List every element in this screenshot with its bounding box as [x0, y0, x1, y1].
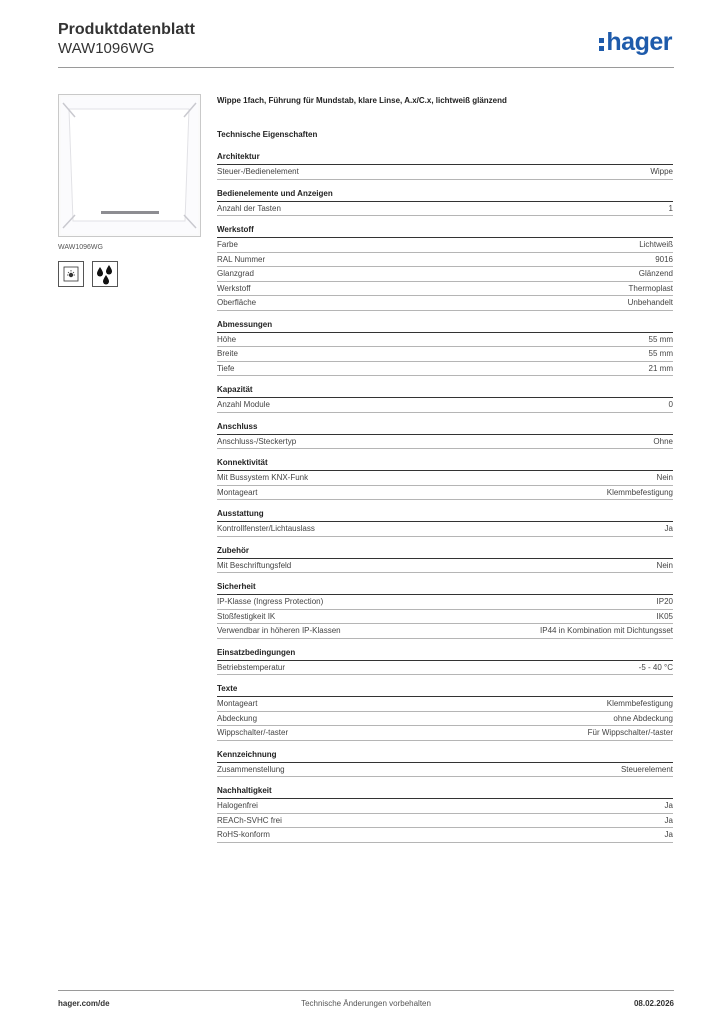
property-label: Farbe: [217, 240, 238, 249]
page-title: Produktdatenblatt: [58, 21, 195, 38]
property-value: Nein: [656, 473, 673, 482]
property-row: [217, 347, 673, 362]
property-label: Mit Beschriftungsfeld: [217, 560, 292, 570]
section-title: Anschluss: [217, 422, 673, 435]
property-label: Anzahl der Tasten: [217, 203, 281, 213]
section-title: Kapazität: [217, 385, 673, 398]
property-label: Tiefe: [217, 363, 235, 373]
feature-icons: [58, 261, 203, 287]
property-value: 1: [668, 203, 673, 213]
property-label: Anschluss-/Steckertyp: [217, 436, 297, 446]
property-label: Wippschalter/-taster: [217, 728, 289, 737]
lightbulb-box-icon: [58, 261, 84, 287]
property-section: [217, 385, 673, 413]
article-number: WAW1096WG: [58, 40, 155, 57]
logo-text: hager: [606, 28, 672, 56]
property-label: Höhe: [217, 334, 237, 344]
property-row: [217, 799, 673, 814]
property-row: [217, 267, 673, 282]
property-label: REACh-SVHC frei: [217, 815, 282, 825]
property-section: [217, 320, 673, 377]
property-label: Betriebstemperatur: [217, 662, 286, 672]
section-title: Nachhaltigkeit: [217, 786, 673, 799]
property-row: [217, 522, 673, 537]
property-row: [217, 253, 673, 268]
property-section: [217, 786, 673, 843]
property-label: Mit Bussystem KNX-Funk: [217, 473, 309, 482]
property-value: 9016: [655, 254, 673, 264]
property-label: Montageart: [217, 699, 258, 708]
property-label: Zusammenstellung: [217, 764, 285, 774]
property-value: Steuerelement: [620, 764, 673, 774]
property-row: [217, 814, 673, 829]
section-title: Sicherheit: [217, 582, 673, 595]
property-row: [217, 726, 673, 741]
property-value: 55 mm: [648, 349, 673, 358]
product-sidebar: [58, 94, 203, 287]
property-value: IP44 in Kombination mit Dichtungsset: [540, 626, 673, 635]
property-section: [217, 648, 673, 676]
property-label: Montageart: [217, 487, 258, 497]
property-label: Steuer-/Bedienelement: [217, 167, 299, 176]
property-label: Stoßfestigkeit IK: [217, 611, 276, 621]
property-section: [217, 546, 673, 574]
page-header: [58, 20, 674, 58]
property-value: Ohne: [653, 436, 673, 446]
water-drops-icon: [92, 261, 118, 287]
property-label: Kontrollfenster/Lichtauslass: [217, 524, 315, 533]
property-label: Oberfläche: [217, 298, 257, 307]
property-section: [217, 225, 673, 311]
header-divider: [58, 67, 674, 68]
property-row: [217, 712, 673, 727]
property-label: Abdeckung: [217, 713, 258, 723]
property-value: 55 mm: [648, 334, 673, 344]
property-section: [217, 684, 673, 741]
property-value: ohne Abdeckung: [613, 713, 673, 723]
property-row: [217, 333, 673, 348]
property-section: [217, 422, 673, 450]
section-title: Architektur: [217, 152, 673, 165]
image-caption: WAW1096WG: [58, 244, 103, 251]
property-value: 0: [668, 400, 673, 409]
property-value: Wippe: [650, 167, 673, 176]
property-value: -5 - 40 °C: [638, 662, 673, 672]
property-value: 21 mm: [648, 363, 673, 373]
property-row: [217, 763, 673, 778]
property-row: [217, 296, 673, 311]
property-row: [217, 202, 673, 217]
property-label: Glanzgrad: [217, 269, 254, 278]
property-row: [217, 362, 673, 377]
footer-date: 08.02.2026: [633, 999, 674, 1008]
section-title: Ausstattung: [217, 509, 673, 522]
property-row: [217, 559, 673, 574]
section-title: Werkstoff: [217, 225, 673, 238]
property-value: Unbehandelt: [627, 298, 673, 307]
property-row: [217, 661, 673, 676]
property-row: [217, 238, 673, 253]
property-label: RoHS-konform: [217, 830, 270, 839]
section-title: Einsatzbedingungen: [217, 648, 673, 661]
property-row: [217, 435, 673, 450]
property-value: Ja: [664, 524, 673, 533]
property-row: [217, 624, 673, 639]
property-row: [217, 165, 673, 180]
product-description: Wippe 1fach, Führung für Mundstab, klare Linse, A.x/C.x, lichtweiß glänzend: [217, 96, 507, 105]
property-label: Werkstoff: [217, 283, 251, 293]
footer-website-link[interactable]: hager.com/de: [58, 999, 110, 1008]
section-title: Texte: [217, 684, 673, 697]
property-label: Halogenfrei: [217, 801, 258, 810]
property-label: IP-Klasse (Ingress Protection): [217, 597, 324, 606]
property-value: Glänzend: [638, 269, 673, 278]
property-label: RAL Nummer: [217, 254, 266, 264]
property-value: IP20: [656, 597, 673, 606]
property-row: [217, 282, 673, 297]
property-section: [217, 189, 673, 217]
property-row: [217, 398, 673, 413]
property-row: [217, 697, 673, 712]
property-label: Verwendbar in höheren IP-Klassen: [217, 626, 341, 635]
property-row: [217, 486, 673, 501]
property-value: Ja: [664, 830, 673, 839]
footer-divider: [58, 990, 674, 991]
property-value: Thermoplast: [628, 283, 673, 293]
property-row: [217, 471, 673, 486]
logo-colon-mark: [599, 35, 604, 51]
property-value: Für Wippschalter/-taster: [587, 728, 673, 737]
rocker-switch-drawing: [59, 95, 200, 236]
property-section: [217, 458, 673, 500]
section-title: Konnektivität: [217, 458, 673, 471]
property-section: [217, 582, 673, 639]
property-sections: [217, 152, 673, 843]
property-section: [217, 152, 673, 180]
property-label: Breite: [217, 349, 238, 358]
section-title: Kennzeichnung: [217, 750, 673, 763]
property-value: Klemmbefestigung: [606, 487, 673, 497]
property-value: IK05: [656, 611, 673, 621]
property-value: Ja: [664, 801, 673, 810]
property-section: [217, 509, 673, 537]
property-row: [217, 595, 673, 610]
product-details: [217, 96, 673, 852]
property-value: Lichtweiß: [639, 240, 673, 249]
property-label: Anzahl Module: [217, 400, 270, 409]
tech-properties-heading: Technische Eigenschaften: [217, 130, 318, 139]
property-row: [217, 828, 673, 843]
section-title: Bedienelemente und Anzeigen: [217, 189, 673, 202]
section-title: Zubehör: [217, 546, 673, 559]
product-image: [58, 94, 201, 237]
property-value: Nein: [656, 560, 673, 570]
section-title: Abmessungen: [217, 320, 673, 333]
property-row: [217, 610, 673, 625]
property-value: Ja: [664, 815, 673, 825]
property-section: [217, 750, 673, 778]
footer-disclaimer: Technische Änderungen vorbehalten: [301, 999, 431, 1008]
hager-logo: [599, 28, 672, 57]
property-value: Klemmbefestigung: [606, 699, 673, 708]
